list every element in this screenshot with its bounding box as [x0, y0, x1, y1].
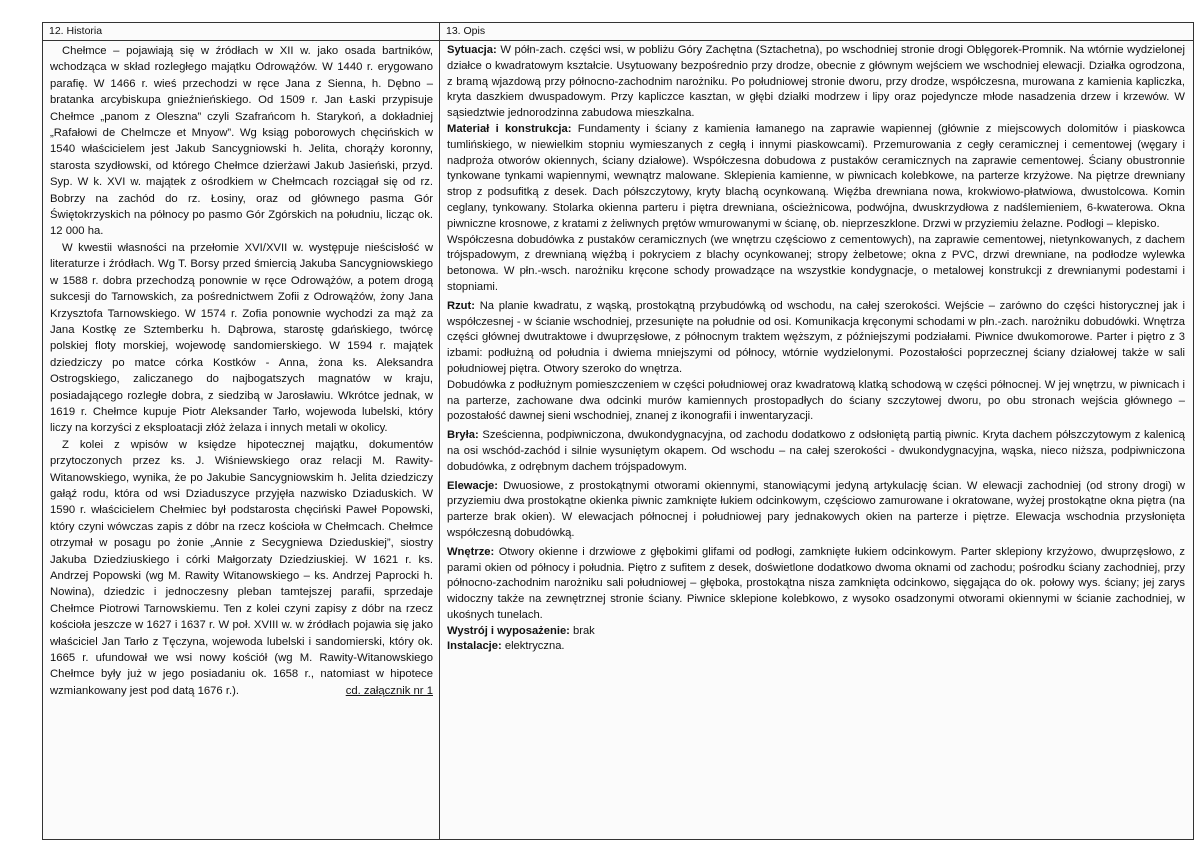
section-text: Na planie kwadratu, z wąską, prostokątną przybudówką od wschodu, na całej szerokości. Wejście – zarówno do części historycznej jak i współczesnej - w ścianie wschodniej, przesunięte na południe od osi. Komunikacja kręconymi schodami w płn.-zach. narożniku dobudówki. Wnętrza części głównej dwutraktowe i dwuprzęsłowe, z północnym traktem węższym, z późniejszymi podziałami. Piwnice dwukomorowe. Parter i piętro z 3 izbami: podłużną od południa i dwiema mniejszymi od północy, wtórnie wydzielonymi. Pozostałości poprzecznej ściany działowej także w sali południowej piętra. Otwory szeroko do wnętrza. — [447, 299, 1185, 375]
history-text — [43, 41, 439, 699]
section-label: Instalacje: — [447, 640, 502, 653]
section-text: W półn-zach. części wsi, w pobliżu Góry Zachętna (Sztachetna), po wschodniej stronie drogi Oblęgorek-Promnik. Na wtórnie wydzielonej działce o kwadratowym kształcie. Usytuowany bezpośrednio przy drodze, obecnie z głównym wejściem we wschodniej elewacji. Działka ogrodzona, z bramą wjazdową przy północno-zachodnim narożniku. Po południowej stronie dworu, przy drodze, współczesna, murowana z kamienia kapliczka, kryta daszkiem dwuspadowym. Przy kapliczce kasztan, w głębi działki modrzew i lipy oraz pojedyncze młode nasadzenia drzew i krzewów. W sąsiedztwie jednorodzinna zabudowa mieszkalna. — [447, 44, 1185, 120]
section-label: Elewacje: — [447, 479, 498, 492]
section-label: Wnętrze: — [447, 545, 495, 558]
section-text: brak — [569, 624, 595, 637]
section-label: Materiał i konstrukcja: — [447, 122, 572, 135]
history-heading: 12. Historia — [43, 23, 439, 41]
history-column — [43, 23, 440, 839]
history-paragraph: Chełmce – pojawiają się w źródłach w XII w. jako osada bartników, wchodząca w skład rozległego majątku Odrowążów. W 1440 r. erygowano parafię. W 1466 r. wieś przechodzi w ręce Jana z Sienna, h. Dębno – bratanka arcybiskupa gnieźnieńskiego. Od 1509 r. Jan Łaski przypisuje Chełmce „panom z Oleszna” czyli Szafrańcom h. Starykoń, a dokładniej „Rafałowi de Chelmcze et Mnyow”. Wg ksiąg poborowych chęcińskich w 1540 właścicielem jest Jakub Sancygniowski h. Jelita, chorąży koronny, starosta szydłowski, od którego Chełmce dzierżawi Jakub Jasieński, przyd. Syp. W k. XVI w. majątek z ośrodkiem w Chełmcach rozciągał się od rz. Bobrzy na zachód do rz. Łosiny, oraz od głównego pasma Gór Świętokrzyskich na północy po pasmo Gór Zgórskich na południu, licząc ok. 12 000 ha. — [50, 45, 433, 238]
section-massing — [447, 428, 1185, 475]
section-material — [447, 122, 1185, 233]
section-text: Sześcienna, podpiwniczona, dwukondygnacyjna, od zachodu dodatkowo z odsłoniętą partią piwnic. Kryta dachem półszczytowym z kalenicą na osi wschód-zachód i silnie wysuniętym okapem. Od wschodu – na całej szerokości - dwukondygnacyjna, wąska, nieco niższa, podpiwniczona dobudówka, z odrębnym dachem trójspadowym. — [447, 429, 1185, 473]
description-text — [440, 41, 1193, 655]
history-paragraph — [50, 437, 433, 700]
section-furnishing — [447, 624, 1185, 640]
attachment-reference: cd. załącznik nr 1 — [345, 684, 433, 697]
history-paragraph: W kwestii własności na przełomie XVI/XVII w. występuje nieścisłość w literaturze i źródłach. Wg T. Borsy przed śmiercią Jakuba Sancygniowskiego w 1588 r. dobra przechodzą ponownie w ręce Odrowążów, a potem drogą sukcesji do Tarnowskich, za pośrednictwem Zofii z Odrowążów, żony Jana Krzysztofa Tarnowskiego. W 1574 r. Zofia ponownie wychodzi za mąż za Jana Kostkę ze Sztemberku h. Dąbrowa, starostę gdańskiego, twórcę polskiej floty morskiej, wojewodę sandomierskiego. W 1594 r. majątek dziedziczy po matce córka Kostków - Anna, żona ks. Aleksandra Ostrogskiego, zaliczanego do najbogatszych magnatów w kraju, posiadającego rozległe dobra, z siedzibą w Jarosławiu. Wkrótce jednak, w 1619 r. Chełmce kupuje Piotr Aleksander Tarło, wojewoda lubelski, który liczy na korzyści z eksploatacji złóż żelaza i innych metali w okolicy. — [50, 241, 433, 435]
section-label: Rzut: — [447, 299, 475, 312]
document-sheet — [42, 22, 1194, 840]
section-plan — [447, 299, 1185, 378]
section-extension-material — [447, 233, 1185, 296]
description-column — [440, 23, 1193, 839]
section-text: Dwuosiowe, z prostokątnymi otworami okiennymi, stanowiącymi jedyną artykulację ścian. W elewacji zachodniej (od strony drogi) w przyziemiu dwa prostokątne okienka piwnic zamknięte łukiem odcinkowym, częściowo zamurowane i okratowane, wyżej prostokątne okna piętra (na parterze brak okien). W elewacjach północnej i południowej pary jednakowych okien na parterze i piętrze. Elewacja wschodnia przysłonięta współczesną dobudówką. — [447, 479, 1185, 539]
section-text: elektryczna. — [501, 640, 565, 653]
history-paragraph-text: Z kolei z wpisów w księdze hipotecznej majątku, dokumentów przytoczonych przez ks. J. Wiśniewskiego oraz relacji M. Rawity-Witanowskiego, wynika, że po Jakubie Sancygniowskim h. Jelita dziedziczy gałąź rodu, która od wsi Dziaduszyce przyjęła nazwisko Dziaduskich. W 1590 r. właścicielem Chełmiec był podstarosta chęciński Paweł Popowski, który czyni wówczas zapis z dóbr na rzecz kościoła w Chełmcach. Chełmce otrzymał w posagu po żonie „Annie z Secygniewa Dzieduskiej”, siostry Jakuba Dziedziuskiego i córki Małgorzaty Dziedziuskiej. W 1621 r. ks. Andrzej Popowski (wg M. Rawity Witanowskiego – ks. Andrzej Paprocki h. Nowina), dziedzic i jednoczesny pleban tamtejszej parafii, sprzedaje Chełmce Piotrowi Tarnowskiemu. Ten z kolei czyni zapisy z dóbr na rzecz kościoła jeszcze w 1627 i 1637 r. W poł. XVIII w. w źródłach pojawia się jako właściciel Jan Tarło z Tęczyna, wojewoda lubelski i sandomierski, który ok. 1665 r. ufundował we wsi nowy kościół (wg M. Rawity-Witanowskiego Chełmce były już w jego posiadaniu ok. 1658 r., natomiast w hipotece wzmiankowany jest pod datą 1676 r.). — [50, 438, 433, 697]
section-text: Dobudówka z podłużnym pomieszczeniem w części południowej oraz kwadratową klatką schodową w części północnej. W jej wnętrzu, w piwnicach i na parterze, zachowane dwa odcinki murów kamiennych prostopadłych do ściany szczytowej dworu, po obu stronach wejścia głównego – pozostałość dawnej sieni wschodniej, znanej z ikonografii i inwentaryzacji. — [447, 378, 1185, 423]
section-text: Współczesna dobudówka z pustaków ceramicznych (we wnętrzu częściowo z cementowych), na zaprawie cementowej, nietynkowanych, z dachem trójspadowym, z drewnianą więźbą i pokryciem z blachy ocynkowanej; stropy żelbetowe; okna z PVC, drzwi drewniane, na podłodze wylewka betonowa. W płn.-wsch. narożniku kręcone schody prowadzące na wszystkie kondygnacje, o metalowej konstrukcji z drewnianymi podestami i stopniami. — [447, 233, 1185, 293]
section-label: Wystrój i wyposażenie: — [447, 624, 570, 637]
section-text: Otwory okienne i drzwiowe z głębokimi glifami od podłogi, zamknięte łukiem odcinkowym. Parter sklepiony krzyżowo, dwuprzęsłowo, z parami okien od północy i południa. Piętro z sufitem z desek, doświetlone dodatkowo dwoma oknami od zachodu; pośrodku ściany zachodniej, przy północno-zachodnim narożniku sali południowej – głęboka, prostokątna nisza zamknięta odcinkowo, sięgająca do ok. połowy wys. ściany; jej zarys widoczny także na zewnętrznej stronie ściany. Piwnice sklepione kolebkowo, z wysoko osadzonymi otworami okiennymi w ścianie zachodniej, w ukośnych tunelach. — [447, 545, 1185, 621]
description-heading: 13. Opis — [440, 23, 1193, 41]
section-extension-plan — [447, 378, 1185, 425]
section-text: Fundamenty i ściany z kamienia łamanego na zaprawie wapiennej (głównie z miejscowych dolomitów i piaskowca tumlińskiego, w niewielkim stopniu wymieszanych z cegłą i innymi piaskowcami). Przemurowania z cegły ceramicznej i cementowej (węgary i nadproża otworów okiennych, ściany działowe). Współczesna dobudowa z pustaków ceramicznych na zaprawie cementowej. Ściany obustronnie tynkowane tynkami wapiennymi, wewnątrz malowane. Sklepienia kamienne, w piwnicach kolebkowe, na parterze krzyżowe. Na piętrze drewniany strop z podsufitką z desek. Dach półszczytowy, kryty blachą ocynkowaną. Więźba drewniana nowa, krokwiowo-płatwiowa, dwustolcowa. Komin ceglany, tynkowany. Stolarka okienna parteru i piętra drewniana, ościeżnicowa, podwójna, dwuskrzydłowa z nadślemieniem, 6-kwaterowa. Okna piwniczne krosnowe, z kratami z żeliwnych prętów wmurowanymi w ścianę, ob. nieprzeszklone. Drzwi w przyziemiu żelazne. Podłogi – klepisko. — [447, 122, 1185, 230]
section-label: Bryła: — [447, 429, 479, 442]
section-label: Sytuacja: — [447, 44, 497, 56]
section-facades — [447, 479, 1185, 542]
section-installations — [447, 639, 1185, 655]
section-interior — [447, 545, 1185, 624]
section-situation — [447, 43, 1185, 122]
